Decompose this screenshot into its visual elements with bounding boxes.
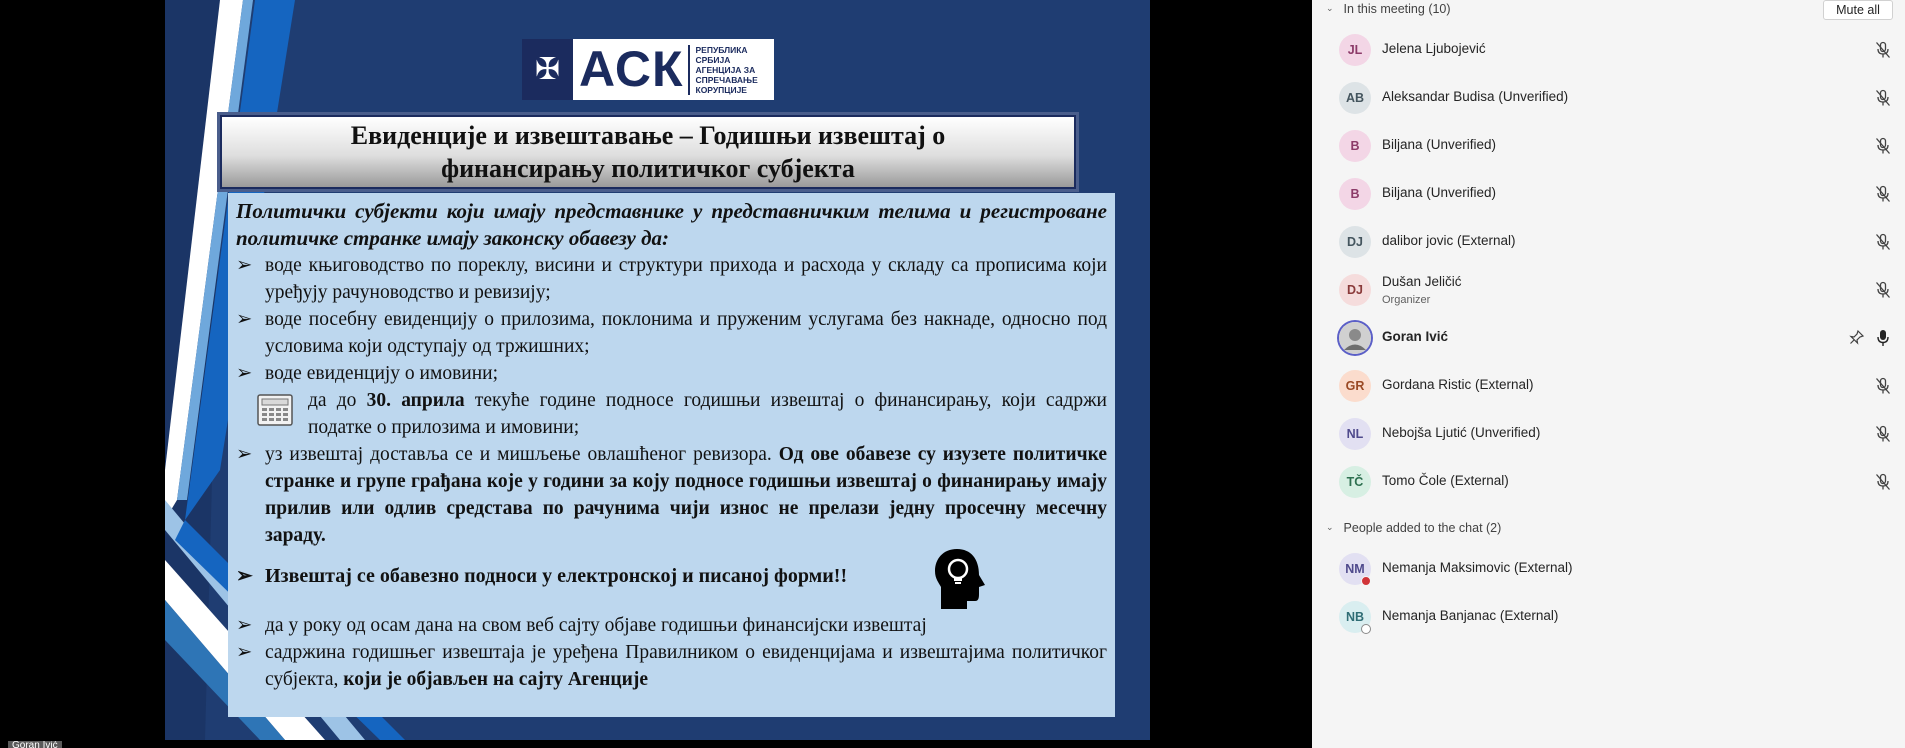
participant-name: Tomo Čole (External) bbox=[1382, 473, 1509, 488]
participants-panel bbox=[1312, 0, 1905, 748]
avatar: DJ bbox=[1339, 274, 1371, 306]
avatar: NB bbox=[1339, 601, 1371, 633]
participant-name: Nemanja Banjanac (External) bbox=[1382, 608, 1559, 623]
participant-name: Gordana Ristic (External) bbox=[1382, 377, 1534, 392]
slide-title-line: финансирању политичког субјекта bbox=[441, 154, 855, 183]
bullet-arrow-icon: ➢ bbox=[236, 363, 253, 384]
avatar: B bbox=[1339, 178, 1371, 210]
idea-head-icon bbox=[933, 547, 987, 611]
bullet-text: воде посебну евиденцију о прилозима, поклонима и пруженим услугама без накнаде, односно под условима који одступају од тржишних; bbox=[265, 309, 1107, 357]
slide-title bbox=[220, 115, 1076, 189]
agency-logo bbox=[522, 39, 774, 100]
bullet-text: уз извештај доставља се и мишљење овлашћеног ревизора. bbox=[265, 444, 779, 465]
chat-person-row[interactable] bbox=[1312, 545, 1905, 593]
participant-name: Jelena Ljubojević bbox=[1382, 41, 1486, 56]
participant-name: Nemanja Maksimovic (External) bbox=[1382, 560, 1573, 575]
bullet-text: Извештај се обавезно подноси у електронској и писаној форми!! bbox=[265, 565, 848, 587]
bullet-date: 30. априла bbox=[366, 390, 465, 411]
bullet-arrow-icon: ➢ bbox=[236, 309, 253, 330]
participant-row[interactable] bbox=[1312, 122, 1905, 170]
logo-subtitle bbox=[688, 45, 775, 95]
chat-person-row[interactable] bbox=[1312, 593, 1905, 641]
chevron-down-icon: ⌄ bbox=[1326, 4, 1334, 14]
bullet-text: да до bbox=[308, 390, 367, 411]
slide-bullet bbox=[236, 639, 1107, 693]
participant-row[interactable] bbox=[1312, 26, 1905, 74]
participant-name: dalibor jovic (External) bbox=[1382, 233, 1516, 248]
participant-name: Dušan Jeličić bbox=[1382, 274, 1462, 289]
bullet-text: воде евиденцију о имовини; bbox=[265, 363, 499, 384]
bullet-exemption: Од ове обавезе су изузете политичке странке и групе грађана које у години за коју подносе годишњи извештај о финанирању имају прилив или одлив средстава по рачунима чији износ не прелази једну просечну месечну зараду. bbox=[265, 444, 1107, 546]
participant-name: Biljana (Unverified) bbox=[1382, 185, 1497, 200]
avatar: JL bbox=[1339, 34, 1371, 66]
bullet-text: да у року од осам дана на свом веб сајту објаве годишњи финансијски извештај bbox=[265, 615, 927, 636]
chat-section-label: People added to the chat (2) bbox=[1343, 521, 1502, 535]
bullet-arrow-icon: ➢ bbox=[236, 642, 253, 663]
slide-bullet bbox=[236, 441, 1107, 549]
mute-all-button[interactable]: Mute all bbox=[1823, 0, 1893, 20]
logo-abbreviation: АСК bbox=[579, 41, 684, 97]
presence-status-icon bbox=[1361, 576, 1371, 586]
coat-of-arms-icon: ✠ bbox=[522, 39, 573, 100]
avatar: B bbox=[1339, 130, 1371, 162]
bullet-arrow-icon: ➢ bbox=[236, 255, 253, 276]
participant-role: Organizer bbox=[1382, 294, 1431, 306]
in-meeting-label: In this meeting (10) bbox=[1343, 2, 1451, 16]
slide-title-line: Евиденције и извештавање – Годишњи извештај о bbox=[350, 121, 946, 150]
avatar: NL bbox=[1339, 418, 1371, 450]
participant-name: Goran Ivić bbox=[1382, 329, 1449, 344]
presentation-slide bbox=[165, 0, 1150, 740]
microphone-muted-icon[interactable] bbox=[1875, 41, 1891, 59]
slide-bullet bbox=[236, 306, 1107, 360]
microphone-muted-icon[interactable] bbox=[1875, 281, 1891, 299]
avatar: TČ bbox=[1339, 466, 1371, 498]
participant-row[interactable] bbox=[1312, 458, 1905, 506]
chat-section-header[interactable] bbox=[1326, 521, 1501, 535]
slide-body bbox=[228, 193, 1115, 717]
microphone-icon[interactable] bbox=[1875, 329, 1891, 347]
avatar bbox=[1339, 322, 1371, 354]
participant-name: Aleksandar Budisa (Unverified) bbox=[1382, 89, 1569, 104]
participant-name: Nebojša Ljutić (Unverified) bbox=[1382, 425, 1541, 440]
presence-status-icon bbox=[1361, 624, 1371, 634]
microphone-muted-icon[interactable] bbox=[1875, 425, 1891, 443]
slide-bullet bbox=[236, 387, 1107, 441]
pin-icon[interactable] bbox=[1849, 329, 1865, 347]
slide-bullet bbox=[236, 360, 1107, 387]
microphone-muted-icon[interactable] bbox=[1875, 137, 1891, 155]
bullet-text: воде књиговодство по пореклу, висини и структури прихода и расхода у складу са прописима који уређују рачуноводство и ревизију; bbox=[265, 255, 1107, 303]
participant-row[interactable] bbox=[1312, 218, 1905, 266]
in-meeting-section-header[interactable] bbox=[1326, 2, 1451, 16]
calculator-icon bbox=[256, 391, 296, 429]
microphone-muted-icon[interactable] bbox=[1875, 233, 1891, 251]
microphone-muted-icon[interactable] bbox=[1875, 473, 1891, 491]
slide-bullet bbox=[236, 252, 1107, 306]
bullet-text-bold: који је објављен на сајту Агенције bbox=[343, 669, 649, 690]
chevron-down-icon: ⌄ bbox=[1326, 523, 1334, 533]
bullet-arrow-icon: ➢ bbox=[236, 444, 253, 465]
slide-intro: Политички субјекти који имају представнике у представничким телима и регистроване политичке странке имају законску обавезу да: bbox=[236, 199, 1107, 250]
logo-sub-line: РЕПУБЛИКА СРБИЈА bbox=[695, 44, 748, 65]
logo-sub-line: КОРУПЦИЈЕ bbox=[695, 84, 747, 95]
participant-row[interactable] bbox=[1312, 74, 1905, 122]
microphone-muted-icon[interactable] bbox=[1875, 377, 1891, 395]
bullet-text: текуће године подносе годишњи извештај о финансирању, који садржи податке о прилозима и имовини; bbox=[308, 390, 1107, 438]
logo-sub-line: СПРЕЧАВАЊЕ bbox=[695, 74, 758, 85]
presenter-name-tag: Goran Ivić bbox=[8, 741, 62, 748]
avatar: GR bbox=[1339, 370, 1371, 402]
participant-row[interactable] bbox=[1312, 362, 1905, 410]
bullet-text: садржина годишњег извештаја је уређена Правилником о евиденцијама и извештајима политичког субјекта, bbox=[265, 642, 1107, 690]
avatar: NM bbox=[1339, 553, 1371, 585]
avatar: AB bbox=[1339, 82, 1371, 114]
slide-bullet bbox=[236, 612, 1107, 639]
participant-row[interactable] bbox=[1312, 170, 1905, 218]
bullet-arrow-icon: ➢ bbox=[236, 565, 253, 587]
bullet-arrow-icon: ➢ bbox=[236, 615, 253, 636]
participant-name: Biljana (Unverified) bbox=[1382, 137, 1497, 152]
avatar: DJ bbox=[1339, 226, 1371, 258]
participant-row[interactable] bbox=[1312, 314, 1905, 362]
microphone-muted-icon[interactable] bbox=[1875, 89, 1891, 107]
participant-row[interactable] bbox=[1312, 266, 1905, 314]
participant-row[interactable] bbox=[1312, 410, 1905, 458]
logo-sub-line: АГЕНЦИЈА ЗА bbox=[695, 64, 756, 75]
microphone-muted-icon[interactable] bbox=[1875, 185, 1891, 203]
